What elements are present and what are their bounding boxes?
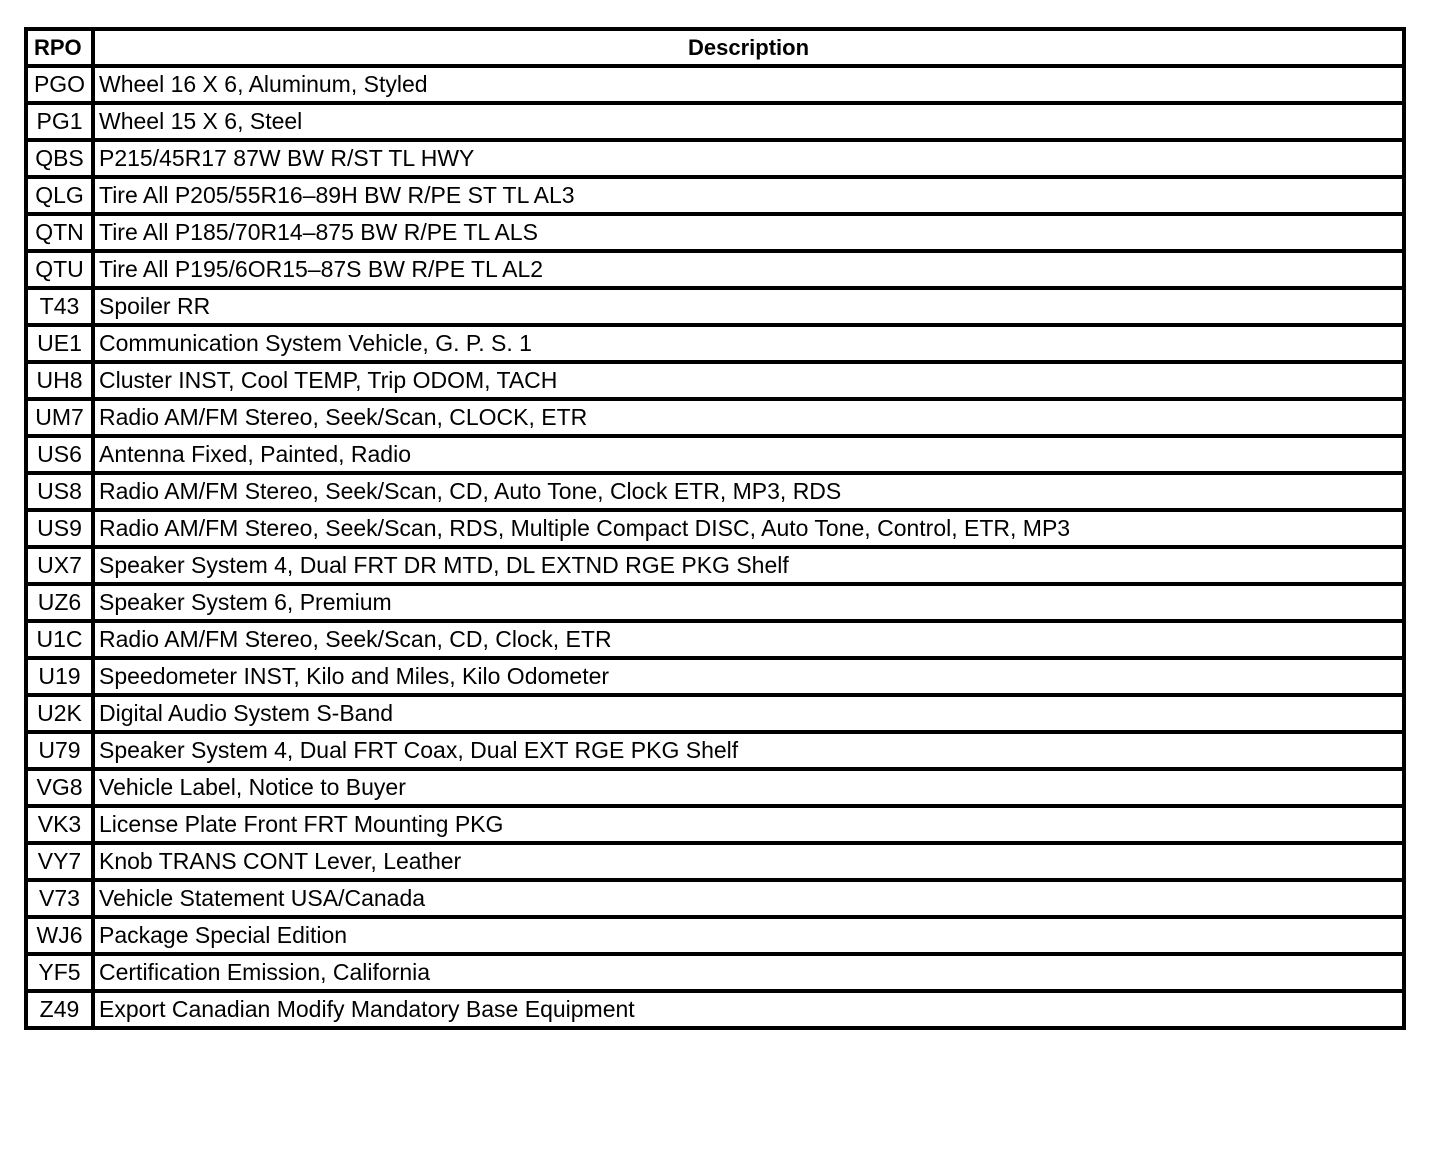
- description-cell: Speaker System 4, Dual FRT Coax, Dual EXT RGE PKG Shelf: [93, 732, 1404, 769]
- rpo-code-cell: YF5: [26, 954, 93, 991]
- description-cell: Communication System Vehicle, G. P. S. 1: [93, 325, 1404, 362]
- table-row: [26, 288, 1404, 325]
- rpo-column-header: RPO: [26, 29, 93, 66]
- table-row: [26, 917, 1404, 954]
- description-cell: Certification Emission, California: [93, 954, 1404, 991]
- table-row: [26, 769, 1404, 806]
- rpo-code-cell: V73: [26, 880, 93, 917]
- description-cell: Radio AM/FM Stereo, Seek/Scan, CD, Auto Tone, Clock ETR, MP3, RDS: [93, 473, 1404, 510]
- table-row: [26, 103, 1404, 140]
- description-cell: Radio AM/FM Stereo, Seek/Scan, RDS, Multiple Compact DISC, Auto Tone, Control, ETR, MP3: [93, 510, 1404, 547]
- header-row: [26, 29, 1404, 66]
- description-cell: Wheel 15 X 6, Steel: [93, 103, 1404, 140]
- table-row: [26, 66, 1404, 103]
- table-row: [26, 547, 1404, 584]
- rpo-code-cell: T43: [26, 288, 93, 325]
- table-row: [26, 214, 1404, 251]
- rpo-code-cell: QTN: [26, 214, 93, 251]
- table-header: [26, 29, 1404, 66]
- description-cell: Radio AM/FM Stereo, Seek/Scan, CD, Clock, ETR: [93, 621, 1404, 658]
- table-row: [26, 954, 1404, 991]
- rpo-code-cell: VG8: [26, 769, 93, 806]
- description-cell: Speaker System 6, Premium: [93, 584, 1404, 621]
- description-cell: Package Special Edition: [93, 917, 1404, 954]
- table-row: [26, 584, 1404, 621]
- rpo-code-cell: PGO: [26, 66, 93, 103]
- rpo-code-cell: U79: [26, 732, 93, 769]
- rpo-code-cell: U19: [26, 658, 93, 695]
- table-row: [26, 843, 1404, 880]
- table-row: [26, 177, 1404, 214]
- description-cell: Tire All P195/6OR15–87S BW R/PE TL AL2: [93, 251, 1404, 288]
- description-cell: Wheel 16 X 6, Aluminum, Styled: [93, 66, 1404, 103]
- rpo-code-cell: UM7: [26, 399, 93, 436]
- rpo-code-cell: U2K: [26, 695, 93, 732]
- table-row: [26, 991, 1404, 1028]
- description-cell: Vehicle Label, Notice to Buyer: [93, 769, 1404, 806]
- description-cell: Vehicle Statement USA/Canada: [93, 880, 1404, 917]
- description-cell: Speaker System 4, Dual FRT DR MTD, DL EXTND RGE PKG Shelf: [93, 547, 1404, 584]
- rpo-code-cell: QLG: [26, 177, 93, 214]
- table-row: [26, 251, 1404, 288]
- table-body: [26, 66, 1404, 1028]
- table-row: [26, 621, 1404, 658]
- rpo-code-cell: Z49: [26, 991, 93, 1028]
- rpo-code-cell: PG1: [26, 103, 93, 140]
- rpo-code-cell: QBS: [26, 140, 93, 177]
- description-cell: Tire All P205/55R16–89H BW R/PE ST TL AL3: [93, 177, 1404, 214]
- rpo-code-cell: UZ6: [26, 584, 93, 621]
- rpo-code-cell: VK3: [26, 806, 93, 843]
- table-row: [26, 510, 1404, 547]
- table-row: [26, 140, 1404, 177]
- rpo-code-cell: UE1: [26, 325, 93, 362]
- rpo-code-cell: UX7: [26, 547, 93, 584]
- rpo-code-cell: UH8: [26, 362, 93, 399]
- description-cell: Cluster INST, Cool TEMP, Trip ODOM, TACH: [93, 362, 1404, 399]
- rpo-code-cell: QTU: [26, 251, 93, 288]
- rpo-code-cell: US9: [26, 510, 93, 547]
- rpo-code-cell: US8: [26, 473, 93, 510]
- rpo-code-cell: US6: [26, 436, 93, 473]
- rpo-code-cell: WJ6: [26, 917, 93, 954]
- table-row: [26, 695, 1404, 732]
- description-cell: Knob TRANS CONT Lever, Leather: [93, 843, 1404, 880]
- table-row: [26, 806, 1404, 843]
- description-cell: Export Canadian Modify Mandatory Base Equipment: [93, 991, 1404, 1028]
- rpo-table: [24, 27, 1406, 1030]
- rpo-code-cell: U1C: [26, 621, 93, 658]
- table-row: [26, 473, 1404, 510]
- table-row: [26, 880, 1404, 917]
- description-cell: Tire All P185/70R14–875 BW R/PE TL ALS: [93, 214, 1404, 251]
- description-cell: Speedometer INST, Kilo and Miles, Kilo Odometer: [93, 658, 1404, 695]
- table-row: [26, 325, 1404, 362]
- description-cell: Spoiler RR: [93, 288, 1404, 325]
- table-row: [26, 436, 1404, 473]
- table-row: [26, 658, 1404, 695]
- description-cell: Antenna Fixed, Painted, Radio: [93, 436, 1404, 473]
- description-column-header: Description: [93, 29, 1404, 66]
- table-row: [26, 732, 1404, 769]
- description-cell: Radio AM/FM Stereo, Seek/Scan, CLOCK, ETR: [93, 399, 1404, 436]
- table-row: [26, 399, 1404, 436]
- description-cell: Digital Audio System S-Band: [93, 695, 1404, 732]
- description-cell: P215/45R17 87W BW R/ST TL HWY: [93, 140, 1404, 177]
- table-row: [26, 362, 1404, 399]
- description-cell: License Plate Front FRT Mounting PKG: [93, 806, 1404, 843]
- rpo-code-cell: VY7: [26, 843, 93, 880]
